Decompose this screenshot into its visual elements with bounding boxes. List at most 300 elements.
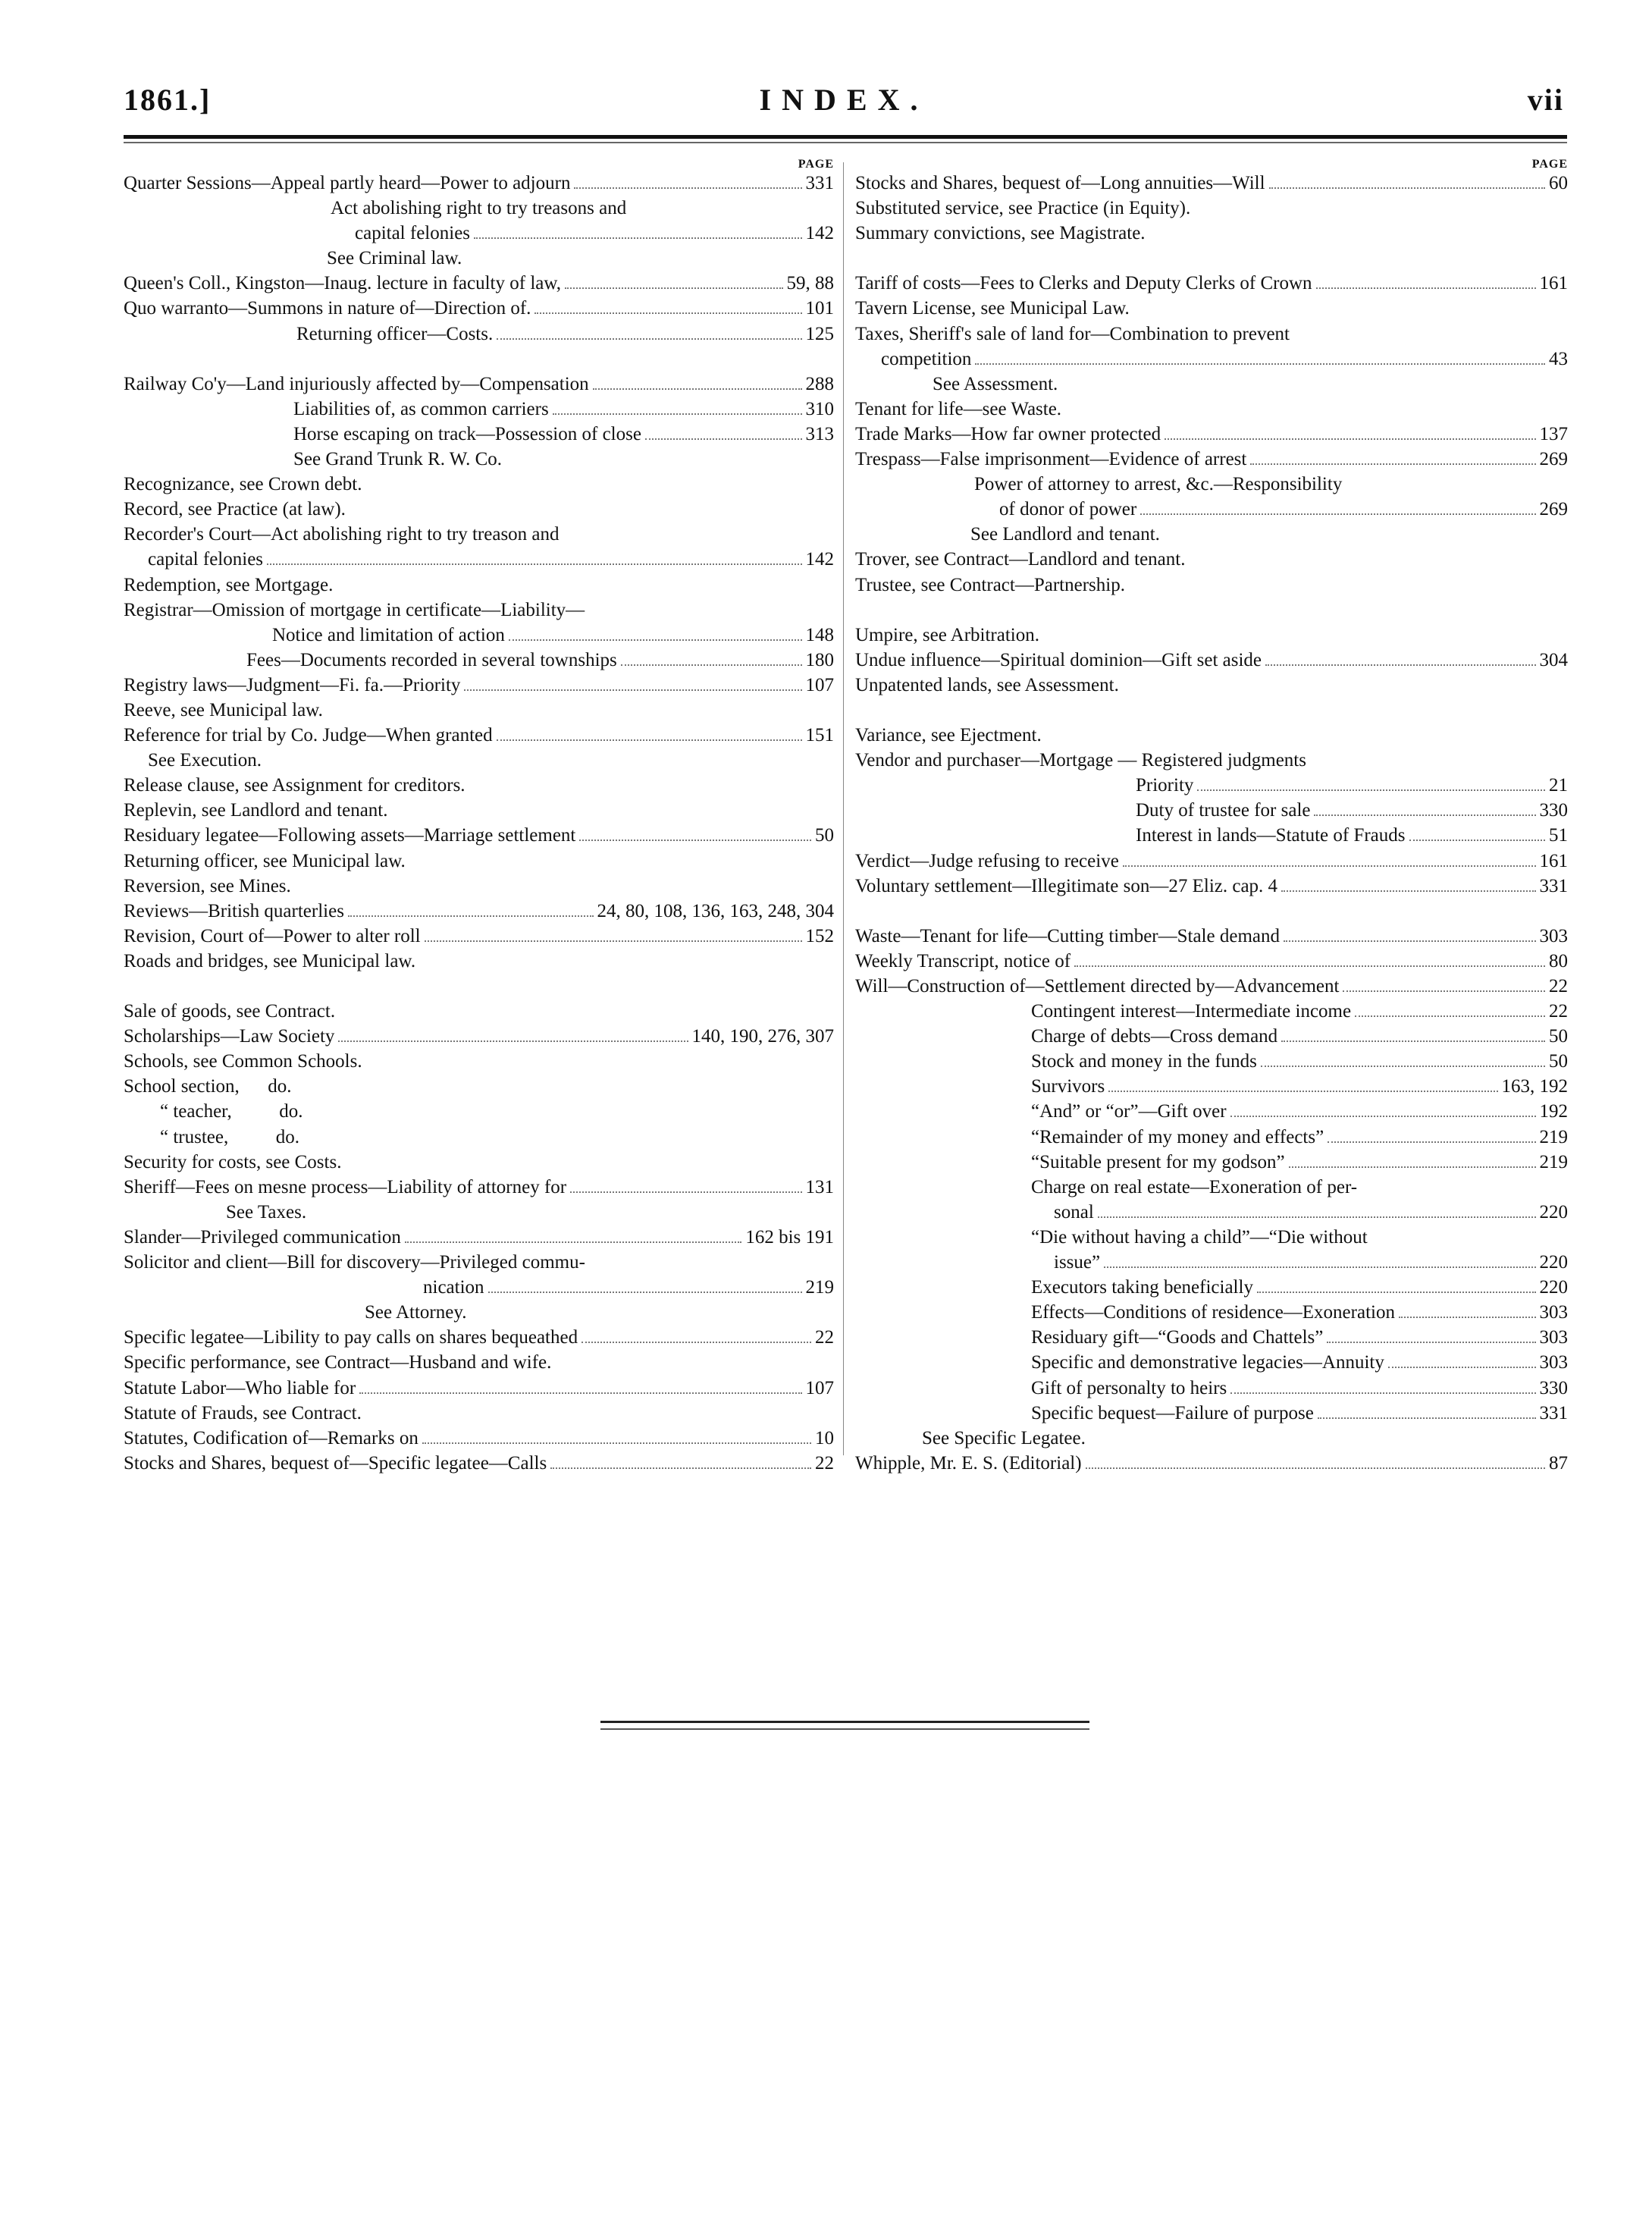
entry-page: 331 — [1539, 1402, 1568, 1423]
index-entry — [855, 372, 1568, 397]
dot-leader — [581, 1342, 811, 1343]
dot-leader — [1250, 463, 1535, 465]
entry-page: 87 — [1549, 1452, 1568, 1474]
index-entry — [855, 1074, 1568, 1099]
index-entry — [855, 798, 1568, 823]
index-entry — [124, 698, 834, 723]
index-entry — [855, 849, 1568, 874]
index-entry — [124, 1049, 834, 1074]
index-entry — [124, 874, 834, 899]
index-entry — [855, 1376, 1568, 1401]
index-column-right — [855, 158, 1568, 1476]
index-entry — [124, 1300, 834, 1325]
entry-text: of donor of power — [999, 499, 1137, 520]
entry-text: Trade Marks—How far owner protected — [855, 423, 1161, 444]
entry-text: Specific bequest—Failure of purpose — [1031, 1402, 1314, 1423]
index-entry — [855, 1150, 1568, 1175]
entry-text: Horse escaping on track—Possession of close — [293, 423, 641, 444]
entry-text: Stocks and Shares, bequest of—Long annuities—Will — [855, 173, 1265, 193]
entry-text: “ trustee, do. — [160, 1126, 299, 1147]
entry-page: 220 — [1539, 1277, 1568, 1298]
entry-text: Reference for trial by Co. Judge—When granted — [124, 725, 493, 746]
entry-text: Waste—Tenant for life—Cutting timber—Stale demand — [855, 925, 1280, 946]
entry-text: Roads and bridges, see Municipal law. — [124, 950, 416, 971]
entry-text: Whipple, Mr. E. S. (Editorial) — [855, 1452, 1082, 1474]
index-entry — [124, 246, 834, 271]
entry-text: nication — [423, 1277, 484, 1298]
index-entry — [855, 1099, 1568, 1124]
entry-page: 80 — [1549, 950, 1568, 971]
index-entry — [124, 422, 834, 447]
index-entry — [124, 999, 834, 1024]
index-entry — [855, 723, 1568, 748]
page-column-label: PAGE — [798, 158, 834, 171]
entry-text: See Taxes. — [226, 1201, 307, 1222]
entry-page: 148 — [805, 624, 834, 645]
dot-leader — [1265, 664, 1535, 666]
dot-leader — [1318, 1417, 1536, 1419]
entry-text: Returning officer, see Municipal law. — [124, 850, 406, 871]
entry-text: Schools, see Common Schools. — [124, 1051, 362, 1072]
index-entry — [124, 497, 834, 522]
entry-text: Charge of debts—Cross demand — [1031, 1026, 1278, 1047]
entry-text: Residuary legatee—Following assets—Marriage settlement — [124, 825, 576, 846]
entry-text: Statutes, Codification of—Remarks on — [124, 1427, 418, 1448]
entry-page: 313 — [805, 423, 834, 444]
index-entry — [855, 1125, 1568, 1150]
index-entry — [124, 1024, 834, 1049]
entry-page: 107 — [805, 674, 834, 695]
index-entry — [855, 497, 1568, 522]
dot-leader — [1098, 1216, 1536, 1218]
entry-text: Quo warranto—Summons in nature of—Direction of. — [124, 298, 531, 319]
dot-leader — [1328, 1141, 1535, 1143]
entry-page: 50 — [815, 825, 834, 846]
entry-page: 331 — [805, 173, 834, 193]
entry-text: Liabilities of, as common carriers — [293, 398, 549, 419]
dot-leader — [574, 187, 801, 189]
left-entries — [124, 171, 834, 1476]
entry-text: Solicitor and client—Bill for discovery—Privileged commu- — [124, 1252, 585, 1273]
dot-leader — [570, 1191, 801, 1193]
entry-page: 152 — [805, 925, 834, 946]
dot-leader — [975, 363, 1545, 365]
entry-page: 125 — [805, 323, 834, 344]
entry-text: issue” — [1054, 1252, 1101, 1273]
entry-text: Effects—Conditions of residence—Exoneration — [1031, 1302, 1395, 1323]
entry-text: Stocks and Shares, bequest of—Specific legatee—Calls — [124, 1452, 547, 1474]
dot-leader — [488, 1292, 802, 1293]
entry-text: capital felonies — [148, 549, 264, 570]
entry-page: 330 — [1539, 800, 1568, 821]
entry-page: 269 — [1539, 499, 1568, 520]
entry-text: sonal — [1054, 1201, 1094, 1222]
entry-page: 219 — [1539, 1151, 1568, 1172]
entry-page: 310 — [805, 398, 834, 419]
entry-text: “Suitable present for my godson” — [1031, 1151, 1285, 1172]
entry-text: Notice and limitation of action — [272, 624, 505, 645]
entry-text: Railway Co'y—Land injuriously affected by—Compensation — [124, 373, 589, 394]
index-entry — [124, 472, 834, 497]
entry-text: Revision, Court of—Power to alter roll — [124, 925, 421, 946]
dot-leader — [621, 664, 802, 666]
index-entry — [124, 1350, 834, 1375]
entry-page: 162 bis 191 — [745, 1226, 834, 1248]
index-entry — [855, 1250, 1568, 1275]
entry-text: Unpatented lands, see Assessment. — [855, 674, 1119, 695]
entry-text: Executors taking beneficially — [1031, 1277, 1253, 1298]
dot-leader — [509, 639, 802, 641]
index-entry — [855, 447, 1568, 472]
header-page-number: vii — [1527, 83, 1564, 117]
entry-text: “Die without having a child”—“Die without — [1031, 1226, 1368, 1248]
index-entry — [124, 296, 834, 321]
dot-leader — [359, 1392, 801, 1394]
dot-leader — [1086, 1467, 1545, 1469]
dot-leader — [565, 287, 782, 289]
page-header — [124, 82, 1564, 127]
entry-page: 22 — [815, 1327, 834, 1348]
index-entry — [855, 748, 1568, 773]
entry-text: Specific performance, see Contract—Husband and wife. — [124, 1352, 552, 1373]
entry-page: 269 — [1539, 449, 1568, 470]
index-entry — [124, 322, 834, 347]
entry-page: 60 — [1549, 173, 1568, 193]
entry-spacer — [855, 698, 1568, 723]
index-entry — [855, 648, 1568, 673]
index-entry — [855, 547, 1568, 572]
entry-text: Recognizance, see Crown debt. — [124, 474, 362, 495]
entry-spacer — [855, 598, 1568, 623]
index-entry — [855, 347, 1568, 372]
entry-text: Specific legatee—Libility to pay calls on shares bequeathed — [124, 1327, 578, 1348]
dot-leader — [1197, 789, 1545, 791]
entry-text: Replevin, see Landlord and tenant. — [124, 800, 388, 821]
entry-text: See Specific Legatee. — [922, 1427, 1086, 1448]
index-entry — [855, 322, 1568, 347]
entry-page: 22 — [1549, 1001, 1568, 1022]
index-entry — [855, 296, 1568, 321]
entry-text: competition — [881, 348, 972, 369]
index-entry — [124, 196, 834, 221]
entry-text: Sheriff—Fees on mesne process—Liability of attorney for — [124, 1176, 567, 1197]
index-entry — [124, 1074, 834, 1099]
entry-page: 107 — [805, 1377, 834, 1398]
entry-page: 10 — [815, 1427, 834, 1448]
end-rule — [600, 1721, 1089, 1723]
dot-leader — [348, 915, 594, 917]
entry-page: 161 — [1539, 273, 1568, 294]
entry-page: 22 — [815, 1452, 834, 1474]
index-entry — [124, 372, 834, 397]
entry-page: 137 — [1539, 423, 1568, 444]
dot-leader — [534, 312, 801, 314]
index-entry — [124, 648, 834, 673]
entry-text: Reviews—British quarterlies — [124, 900, 344, 921]
index-entry — [855, 823, 1568, 848]
index-entry — [855, 999, 1568, 1024]
dot-leader — [1409, 840, 1546, 841]
index-entry — [124, 798, 834, 823]
dot-leader — [497, 739, 802, 741]
entry-page: 142 — [805, 223, 834, 244]
entry-text: “And” or “or”—Gift over — [1031, 1101, 1227, 1122]
index-entry — [124, 271, 834, 296]
entry-text: Stock and money in the funds — [1031, 1051, 1257, 1072]
entry-page: 288 — [805, 373, 834, 394]
entry-text: See Grand Trunk R. W. Co. — [293, 449, 503, 470]
index-entry — [855, 171, 1568, 196]
entry-text: Summary convictions, see Magistrate. — [855, 223, 1146, 244]
index-entry — [855, 773, 1568, 798]
entry-page: 131 — [805, 1176, 834, 1197]
entry-page: 151 — [805, 725, 834, 746]
entry-text: Tenant for life—see Waste. — [855, 398, 1062, 419]
entry-text: School section, do. — [124, 1076, 292, 1097]
index-entry — [124, 1099, 834, 1124]
entry-page: 50 — [1549, 1051, 1568, 1072]
index-entry — [124, 1401, 834, 1426]
dot-leader — [1388, 1367, 1536, 1368]
entry-text: Priority — [1136, 775, 1194, 796]
dot-leader — [422, 1442, 811, 1444]
entry-spacer — [855, 246, 1568, 271]
entry-text: Power of attorney to arrest, &c.—Responsibility — [974, 474, 1343, 495]
index-entry — [855, 1451, 1568, 1476]
index-entry — [855, 949, 1568, 974]
index-entry — [855, 522, 1568, 547]
index-entry — [124, 598, 834, 623]
entry-page: 303 — [1539, 1302, 1568, 1323]
entry-text: Scholarships—Law Society — [124, 1026, 335, 1047]
entry-text: Statute of Frauds, see Contract. — [124, 1402, 362, 1423]
entry-text: Residuary gift—“Goods and Chattels” — [1031, 1327, 1324, 1348]
dot-leader — [593, 388, 802, 390]
index-entry — [124, 171, 834, 196]
index-entry — [855, 623, 1568, 648]
entry-text: See Attorney. — [365, 1302, 467, 1323]
entry-page: 142 — [805, 549, 834, 570]
entry-page: 303 — [1539, 1352, 1568, 1373]
entry-text: See Landlord and tenant. — [970, 524, 1160, 545]
entry-text: Record, see Practice (at law). — [124, 499, 346, 520]
entry-text: Interest in lands—Statute of Frauds — [1136, 825, 1406, 846]
index-entry — [124, 397, 834, 422]
index-entry — [855, 422, 1568, 447]
dot-leader — [1140, 513, 1535, 515]
index-entry — [124, 1325, 834, 1350]
entry-page: 21 — [1549, 775, 1568, 796]
entry-page: 163, 192 — [1501, 1076, 1568, 1097]
dot-leader — [645, 438, 802, 440]
index-entry — [124, 849, 834, 874]
entry-page: 303 — [1539, 1327, 1568, 1348]
index-column-left — [124, 158, 834, 1476]
entry-text: Slander—Privileged communication — [124, 1226, 401, 1248]
entry-spacer — [124, 347, 834, 372]
entry-page: 192 — [1539, 1101, 1568, 1122]
dot-leader — [1165, 438, 1535, 440]
entry-text: Charge on real estate—Exoneration of per- — [1031, 1176, 1358, 1197]
header-rule — [124, 135, 1567, 139]
entry-text: Verdict—Judge refusing to receive — [855, 850, 1119, 871]
dot-leader — [553, 413, 802, 415]
dot-leader — [1108, 1091, 1497, 1092]
header-rule-thin — [124, 142, 1567, 143]
end-rule-thin — [600, 1728, 1089, 1730]
dot-leader — [1281, 890, 1535, 892]
dot-leader — [1123, 865, 1536, 867]
entry-text: Taxes, Sheriff's sale of land for—Combination to prevent — [855, 323, 1290, 344]
index-entry — [124, 949, 834, 974]
entry-text: Specific and demonstrative legacies—Annuity — [1031, 1352, 1384, 1373]
index-entry — [855, 673, 1568, 698]
entry-text: See Criminal law. — [327, 248, 462, 269]
dot-leader — [1327, 1342, 1535, 1343]
entry-page: 140, 190, 276, 307 — [691, 1026, 834, 1047]
index-entry — [855, 1275, 1568, 1300]
dot-leader — [1281, 1040, 1545, 1042]
index-entry — [855, 1300, 1568, 1325]
entry-text: Recorder's Court—Act abolishing right to try treason and — [124, 524, 560, 545]
index-entry — [855, 924, 1568, 949]
index-entry — [855, 974, 1568, 999]
entry-page: 51 — [1549, 825, 1568, 846]
index-entry — [124, 673, 834, 698]
index-entry — [124, 1200, 834, 1225]
entry-text: Voluntary settlement—Illegitimate son—27 Eliz. cap. 4 — [855, 875, 1278, 896]
index-entry — [124, 1275, 834, 1300]
index-entry — [124, 823, 834, 848]
entry-text: Reeve, see Municipal law. — [124, 699, 323, 720]
entry-text: Returning officer—Costs. — [296, 323, 494, 344]
dot-leader — [1261, 1066, 1545, 1067]
index-entry — [124, 547, 834, 572]
index-entry — [855, 1401, 1568, 1426]
entry-text: Contingent interest—Intermediate income — [1031, 1001, 1352, 1022]
dot-leader — [1355, 1015, 1545, 1017]
entry-spacer — [855, 899, 1568, 924]
entry-text: Substituted service, see Practice (in Equity). — [855, 198, 1191, 219]
dot-leader — [1316, 287, 1536, 289]
dot-leader — [338, 1040, 688, 1042]
entry-text: Security for costs, see Costs. — [124, 1151, 342, 1172]
index-entry — [124, 1150, 834, 1175]
entry-text: Fees—Documents recorded in several townships — [246, 649, 617, 670]
dot-leader — [1074, 965, 1545, 967]
entry-text: Survivors — [1031, 1076, 1105, 1097]
index-entry — [855, 1024, 1568, 1049]
entry-page: 101 — [805, 298, 834, 319]
index-entry — [855, 1049, 1568, 1074]
entry-page: 161 — [1539, 850, 1568, 871]
dot-leader — [497, 338, 801, 340]
entry-text: Tavern License, see Municipal Law. — [855, 298, 1130, 319]
dot-leader — [1257, 1292, 1536, 1293]
index-entry — [124, 623, 834, 648]
entry-text: Release clause, see Assignment for creditors. — [124, 775, 466, 796]
entry-text: Undue influence—Spiritual dominion—Gift set aside — [855, 649, 1262, 670]
index-entry — [855, 1200, 1568, 1225]
dot-leader — [1314, 814, 1535, 816]
index-entry — [855, 221, 1568, 246]
entry-text: “Remainder of my money and effects” — [1031, 1126, 1324, 1147]
index-entry — [124, 573, 834, 598]
entry-text: Gift of personalty to heirs — [1031, 1377, 1227, 1398]
entry-spacer — [124, 974, 834, 999]
column-divider — [843, 162, 844, 1455]
entry-text: See Assessment. — [933, 373, 1058, 394]
entry-text: Registry laws—Judgment—Fi. fa.—Priority — [124, 674, 461, 695]
entry-text: Trover, see Contract—Landlord and tenant. — [855, 549, 1186, 570]
right-entries — [855, 171, 1568, 1476]
dot-leader — [1343, 990, 1545, 992]
dot-leader — [579, 840, 811, 841]
index-entry — [855, 1325, 1568, 1350]
index-entry — [124, 1125, 834, 1150]
entry-text: Redemption, see Mortgage. — [124, 574, 334, 595]
index-entry — [124, 899, 834, 924]
index-entry — [855, 573, 1568, 598]
index-entry — [124, 723, 834, 748]
entry-page: 220 — [1539, 1252, 1568, 1273]
entry-page: 180 — [805, 649, 834, 670]
entry-page: 50 — [1549, 1026, 1568, 1047]
index-entry — [124, 1426, 834, 1451]
entry-text: Trustee, see Contract—Partnership. — [855, 574, 1125, 595]
entry-text: Vendor and purchaser—Mortgage — Registered judgments — [855, 750, 1306, 771]
entry-text: Trespass—False imprisonment—Evidence of arrest — [855, 449, 1247, 470]
index-entry — [855, 1225, 1568, 1250]
dot-leader — [267, 563, 801, 565]
index-entry — [124, 1225, 834, 1250]
dot-leader — [1269, 187, 1545, 189]
entry-text: Queen's Coll., Kingston—Inaug. lecture in faculty of law, — [124, 273, 562, 294]
dot-leader — [425, 940, 802, 942]
entry-page: 303 — [1539, 925, 1568, 946]
dot-leader — [1284, 940, 1536, 942]
index-entry — [124, 924, 834, 949]
index-entry — [124, 1376, 834, 1401]
entry-page: 43 — [1549, 348, 1568, 369]
entry-page: 304 — [1539, 649, 1568, 670]
entry-text: Quarter Sessions—Appeal partly heard—Power to adjourn — [124, 173, 571, 193]
header-title: INDEX. — [759, 83, 929, 117]
entry-page: 330 — [1539, 1377, 1568, 1398]
index-entry — [855, 1350, 1568, 1375]
index-entry — [124, 773, 834, 798]
index-entry — [855, 472, 1568, 497]
entry-page: 22 — [1549, 976, 1568, 997]
index-entry — [855, 196, 1568, 221]
entry-text: Reversion, see Mines. — [124, 875, 291, 896]
index-entry — [124, 748, 834, 773]
entry-text: Statute Labor—Who liable for — [124, 1377, 356, 1398]
dot-leader — [1289, 1166, 1536, 1168]
entry-text: Act abolishing right to try treasons and — [331, 198, 627, 219]
dot-leader — [550, 1467, 811, 1469]
header-year: 1861.] — [124, 83, 212, 117]
entry-text: Variance, see Ejectment. — [855, 725, 1042, 746]
entry-text: See Execution. — [148, 750, 262, 771]
index-entry — [855, 1426, 1568, 1451]
entry-text: Will—Construction of—Settlement directed by—Advancement — [855, 976, 1340, 997]
entry-page: 24, 80, 108, 136, 163, 248, 304 — [597, 900, 834, 921]
index-entry — [124, 1451, 834, 1476]
index-entry — [855, 1175, 1568, 1200]
entry-page: 219 — [805, 1277, 834, 1298]
entry-page: 331 — [1539, 875, 1568, 896]
